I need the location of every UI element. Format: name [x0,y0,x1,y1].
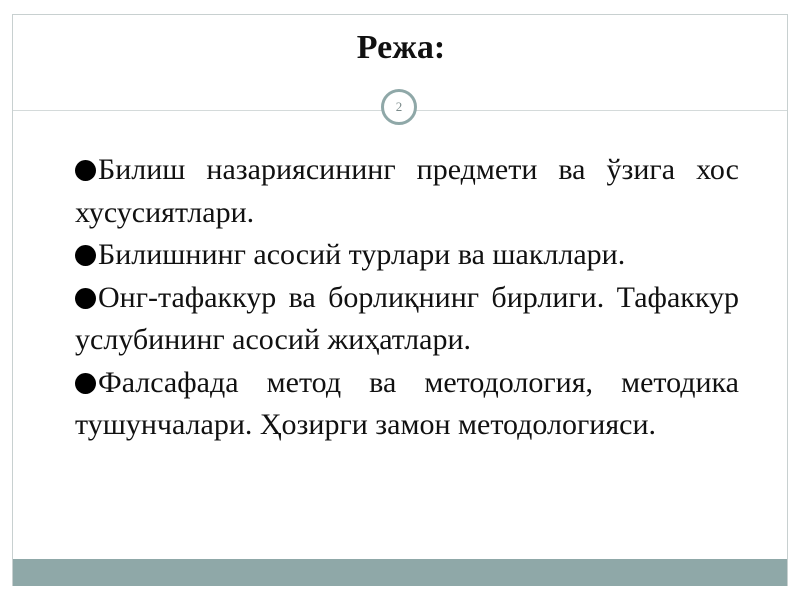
bullet-icon [75,160,96,181]
list-item-text: Билиш назариясининг предмети ва ўзига хос хусусиятлари. [75,153,739,229]
plan-list [75,149,739,447]
footer-bar [13,559,787,586]
list-item [75,149,739,234]
list-item-text: Билишнинг асосий турлари ва шакллари. [98,238,626,271]
page-number-badge [381,89,417,125]
page-number: 2 [395,99,403,114]
slide-title: Режа: [356,29,446,66]
slide [12,14,788,586]
list-item [75,277,739,362]
list-item [75,234,739,277]
list-item-text: Фалсафада метод ва методология, методика тушунчалари. Ҳозирги замон методологияси. [75,365,739,441]
bullet-icon [75,245,96,266]
list-item-text: Онг-тафаккур ва борлиқнинг бирлиги. Тафаккур услубининг асосий жиҳатлари. [75,280,739,356]
list-item [75,362,739,447]
bullet-icon [75,288,96,309]
bullet-icon [75,373,96,394]
